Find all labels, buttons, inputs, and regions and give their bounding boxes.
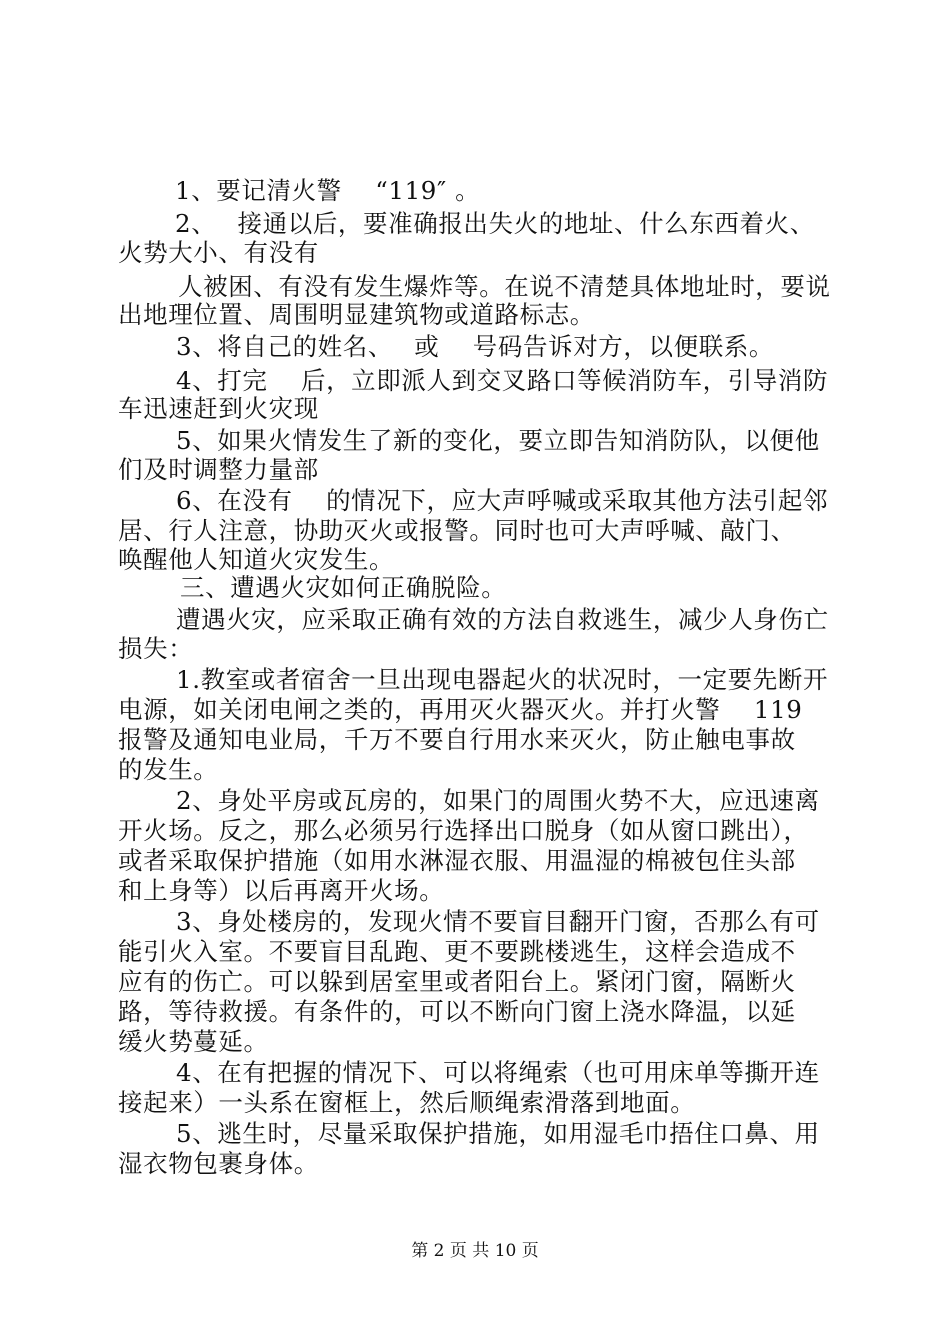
text-line: 出地理位置、周围明显建筑物或道路标志。 bbox=[118, 300, 595, 329]
text-line: 接起来）一头系在窗框上，然后顺绳索滑落到地面。 bbox=[118, 1088, 696, 1117]
text-line: 们及时调整力量部 bbox=[118, 455, 319, 484]
text-line: 3、身处楼房的，发现火情不要盲目翻开门窗，否那么有可 bbox=[176, 907, 820, 936]
text-line: 居、行人注意，协助灭火或报警。同时也可大声呼喊、敲门、 bbox=[118, 516, 796, 545]
text-line: 1.教室或者宿舍一旦出现电器起火的状况时，一定要先断开 bbox=[176, 665, 829, 694]
text-line: 遭遇火灾，应采取正确有效的方法自救逃生，减少人身伤亡 bbox=[176, 605, 829, 634]
text-line: 5、逃生时，尽量采取保护措施，如用湿毛巾捂住口鼻、用 bbox=[176, 1119, 820, 1148]
text-line: 人被困、有没有发生爆炸等。在说不清楚具体地址时，要说 bbox=[178, 272, 831, 301]
page-number-footer: 第 2 页 共 10 页 bbox=[411, 1241, 539, 1261]
text-line: 车迅速赶到火灾现 bbox=[118, 394, 319, 423]
text-line: 和上身等）以后再离开火场。 bbox=[118, 876, 445, 905]
text-line: 能引火入室。不要盲目乱跑、更不要跳楼逃生，这样会造成不 bbox=[118, 937, 796, 966]
text-line: 的发生。 bbox=[118, 755, 219, 784]
text-line: 4、打完 后，立即派人到交叉路口等候消防车，引导消防 bbox=[176, 366, 829, 395]
text-line: 1、要记清火警 “119″ 。 bbox=[175, 176, 481, 205]
text-line: 电源，如关闭电闸之类的，再用灭火器灭火。并打火警 119 bbox=[118, 695, 803, 724]
text-line: 路，等待救援。有条件的，可以不断向门窗上浇水降温，以延 bbox=[118, 997, 796, 1026]
text-line: 唤醒他人知道火灾发生。 bbox=[118, 545, 395, 574]
text-line: 或者采取保护措施（如用水淋湿衣服、用温湿的棉被包住头部 bbox=[118, 846, 796, 875]
text-line: 缓火势蔓延。 bbox=[118, 1027, 269, 1056]
text-line: 火势大小、有没有 bbox=[118, 238, 319, 267]
text-line: 湿衣物包裹身体。 bbox=[118, 1149, 319, 1178]
text-line: 损失： bbox=[118, 634, 194, 663]
text-line: 6、在没有 的情况下，应大声呼喊或采取其他方法引起邻 bbox=[176, 486, 829, 515]
text-line: 3、将自己的姓名、 或 号码告诉对方，以便联系。 bbox=[176, 332, 775, 361]
section-heading: 三、遭遇火灾如何正确脱险。 bbox=[180, 573, 507, 602]
text-line: 4、在有把握的情况下、可以将绳索（也可用床单等撕开连 bbox=[176, 1058, 820, 1087]
text-line: 5、如果火情发生了新的变化，要立即告知消防队，以便他 bbox=[176, 426, 820, 455]
text-line: 应有的伤亡。可以躲到居室里或者阳台上。紧闭门窗，隔断火 bbox=[118, 967, 796, 996]
text-line: 开火场。反之，那么必须另行选择出口脱身（如从窗口跳出）， bbox=[118, 816, 809, 845]
text-line: 报警及通知电业局，千万不要自行用水来灭火，防止触电事故 bbox=[118, 725, 796, 754]
text-line: 2、 接通以后，要准确报出失火的地址、什么东西着火、 bbox=[175, 209, 815, 238]
text-line: 2、身处平房或瓦房的，如果门的周围火势不大，应迅速离 bbox=[176, 786, 820, 815]
